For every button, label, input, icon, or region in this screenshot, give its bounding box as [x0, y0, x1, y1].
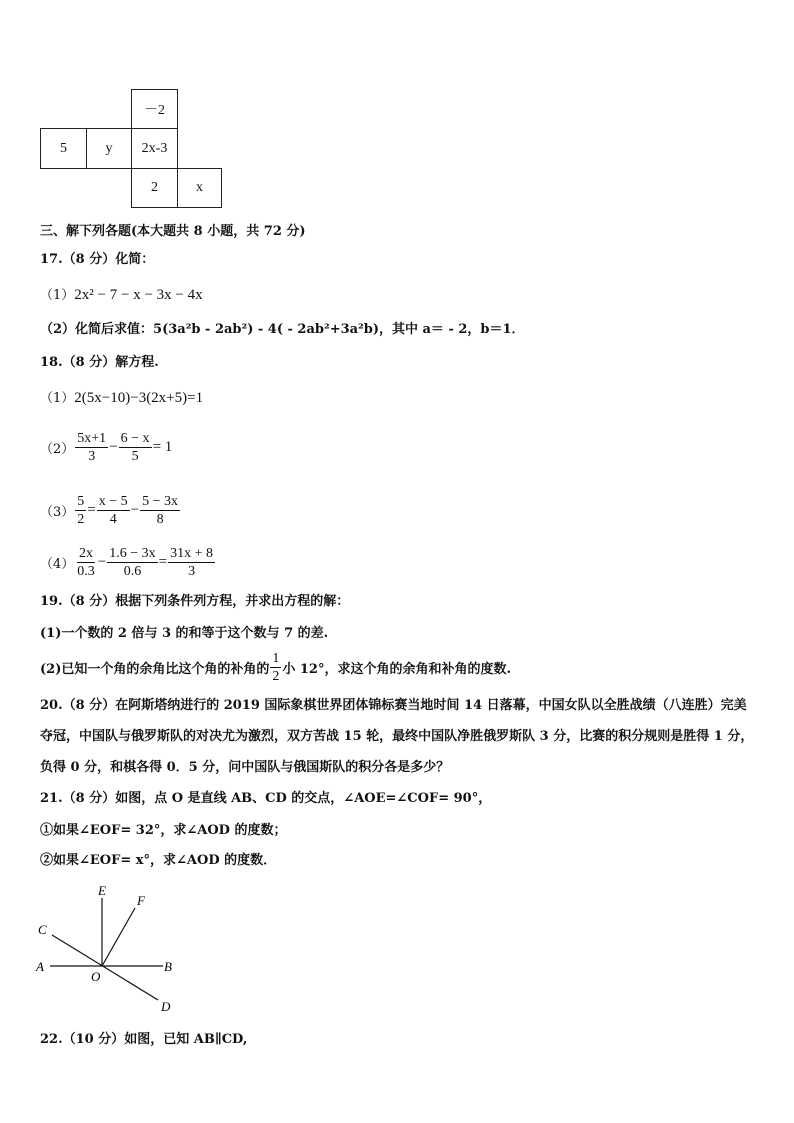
section-heading: 三、解下列各题(本大题共 8 小题，共 72 分) [40, 224, 306, 239]
q18-part3-fraction-3: $\frac{5 - 3x}{8}$ [142, 494, 179, 527]
q18-part2-operator: − [109, 439, 118, 455]
q19-part2-prefix: (2)已知一个角的余角比这个角的补角的 [40, 662, 270, 677]
net-cell-y: y [86, 128, 132, 169]
q18-part2-fraction-2: $\frac{6 - x}{5}$ [120, 431, 150, 464]
q20-text: 20.（8 分）在阿斯塔纳进行的 2019 国际象棋世界团体锦标赛当地时间 14 日落幕，中国女队以全胜战绩（八连胜）完美夺冠，中国队与俄罗斯队的对决尤为激烈，双方苦战 15 轮，最终中国队净胜俄罗斯队 3 分，比赛的积分规则是胜得 1 分，负得 0 分，和棋各得 0．5 分，问中国队与俄国斯队的积分各是多少？ [40, 698, 754, 775]
q18-part4-fraction-1: $\frac{2x}{0.3}$ [77, 546, 95, 579]
q18-part3-fraction-2: $\frac{x - 5}{4}$ [98, 494, 128, 527]
q18-part4-operator: − [97, 554, 107, 570]
q19-part2-fraction: $\frac{1}{2}$ [272, 651, 280, 684]
q18-part4-fraction-3: $\frac{31x + 8}{3}$ [170, 546, 214, 579]
q18-part3-fraction-1: $\frac{5}{2}$ [77, 494, 85, 527]
q18-part1-expression: 2(5x−10)−3(2x+5)=1 [74, 390, 204, 406]
net-cell-top: －2 [131, 89, 178, 129]
q19-part2-suffix: 小 12°，求这个角的余角和补角的度数. [282, 662, 512, 677]
net-cell-right: x [177, 168, 222, 208]
q18-part4-equals: = [158, 554, 168, 570]
q18-part3-operator: − [130, 502, 140, 518]
q18-part3-label: （3） [40, 505, 75, 520]
net-cell-left: 5 [40, 128, 87, 169]
q21-part2: ②如果∠EOF= x°，求∠AOD 的度数． [40, 853, 277, 868]
q21-angle-figure [30, 880, 200, 1020]
net-cell-bottom: 2 [131, 168, 178, 208]
q18-part3-equals: = [87, 502, 96, 518]
q18-part4-label: （4） [40, 557, 75, 572]
q18-part1-label: （1） [40, 391, 75, 406]
q18-title: 18.（8 分）解方程. [40, 355, 159, 370]
q18-part4 [40, 545, 216, 580]
label-o: O [91, 969, 101, 984]
q19-title: 19.（8 分）根据下列条件列方程，并求出方程的解： [40, 594, 350, 609]
line-cd [52, 935, 158, 1000]
q17-part2: （2）化简后求值：5(3a²b - 2ab²) - 4( - 2ab²+3a²b)，其中 a＝ - 2，b＝1． [40, 322, 525, 337]
label-a: A [36, 959, 44, 974]
q18-part1 [40, 388, 203, 409]
q17-part1 [40, 285, 203, 306]
q17-title: 17.（8 分）化简： [40, 252, 155, 267]
label-f: F [137, 893, 145, 908]
q18-part4-fraction-2: $\frac{1.6 - 3x}{0.6}$ [109, 546, 156, 579]
q19-part2 [40, 650, 511, 685]
label-d: D [161, 999, 171, 1014]
q19-part1: (1)一个数的 2 倍与 3 的和等于这个数与 7 的差. [40, 626, 329, 641]
q18-part2-label: （2） [40, 442, 75, 457]
label-c: C [38, 922, 47, 937]
q18-part2 [40, 430, 172, 465]
q17-part1-label: （1） [40, 288, 75, 303]
q18-part3 [40, 493, 181, 528]
q18-part2-rhs: = 1 [152, 439, 173, 455]
q17-part1-expression: 2x² − 7 − x − 3x − 4x [74, 287, 203, 303]
net-cell-center: 2x-3 [131, 128, 178, 169]
q18-part2-fraction-1: $\frac{5x+1}{3}$ [77, 431, 107, 464]
q21-title: 21.（8 分）如图，点 O 是直线 AB、CD 的交点，∠AOE=∠COF= 90°， [40, 791, 492, 806]
label-e: E [98, 883, 106, 898]
q21-part1: ①如果∠EOF= 32°，求∠AOD 的度数； [40, 823, 287, 838]
q22-title: 22.（10 分）如图，已知 AB∥CD, [40, 1032, 248, 1047]
ray-of [102, 908, 135, 966]
label-b: B [164, 959, 172, 974]
